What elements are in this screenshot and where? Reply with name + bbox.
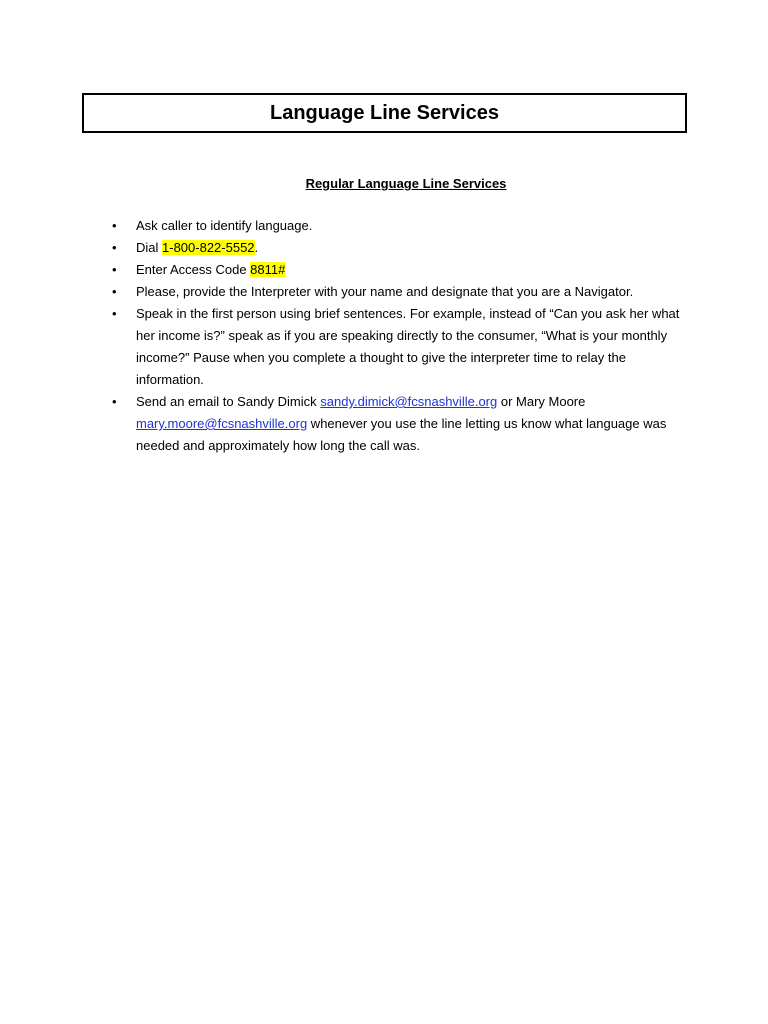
list-item [112, 215, 682, 237]
title-box [82, 93, 687, 133]
bullet-icon: • [112, 306, 117, 321]
list-item [112, 237, 682, 259]
item-text: Please, provide the Interpreter with your name and designate that you are a Navigator. [136, 284, 634, 299]
bullet-icon: • [112, 262, 117, 277]
item-text: Dial [136, 240, 163, 255]
page-title: Language Line Services [270, 101, 499, 124]
item-text: Ask caller to identify language. [136, 218, 313, 233]
item-text: or Mary Moore [497, 394, 586, 409]
item-text: Enter Access Code [136, 262, 251, 277]
bullet-icon: • [112, 284, 117, 299]
email-link-sandy[interactable]: sandy.dimick@fcsnashville.org [320, 394, 498, 409]
bullet-icon: • [112, 218, 117, 233]
item-text: whenever you use the line letting us know what language was needed and approximately how long the call was. [136, 416, 667, 453]
item-text: Send an email to Sandy Dimick [136, 394, 321, 409]
bullet-icon: • [112, 240, 117, 255]
bullet-icon: • [112, 394, 117, 409]
email-link-mary[interactable]: mary.moore@fcsnashville.org [136, 416, 308, 431]
item-text: Speak in the first person using brief sentences. For example, instead of “Can you ask her what her income is?” speak as if you are speaking directly to the consumer, “What is your monthly income?” Pause when you complete a thought to give the interpreter time to relay the information. [136, 306, 680, 387]
access-code-highlight: 8811# [250, 262, 286, 277]
section-heading: Regular Language Line Services [305, 176, 507, 191]
item-text: . [254, 240, 259, 255]
phone-number-highlight: 1-800-822-5552 [162, 240, 255, 255]
instruction-list [112, 215, 682, 457]
list-item [112, 391, 682, 457]
list-item [112, 303, 682, 391]
list-item [112, 259, 682, 281]
list-item [112, 281, 682, 303]
